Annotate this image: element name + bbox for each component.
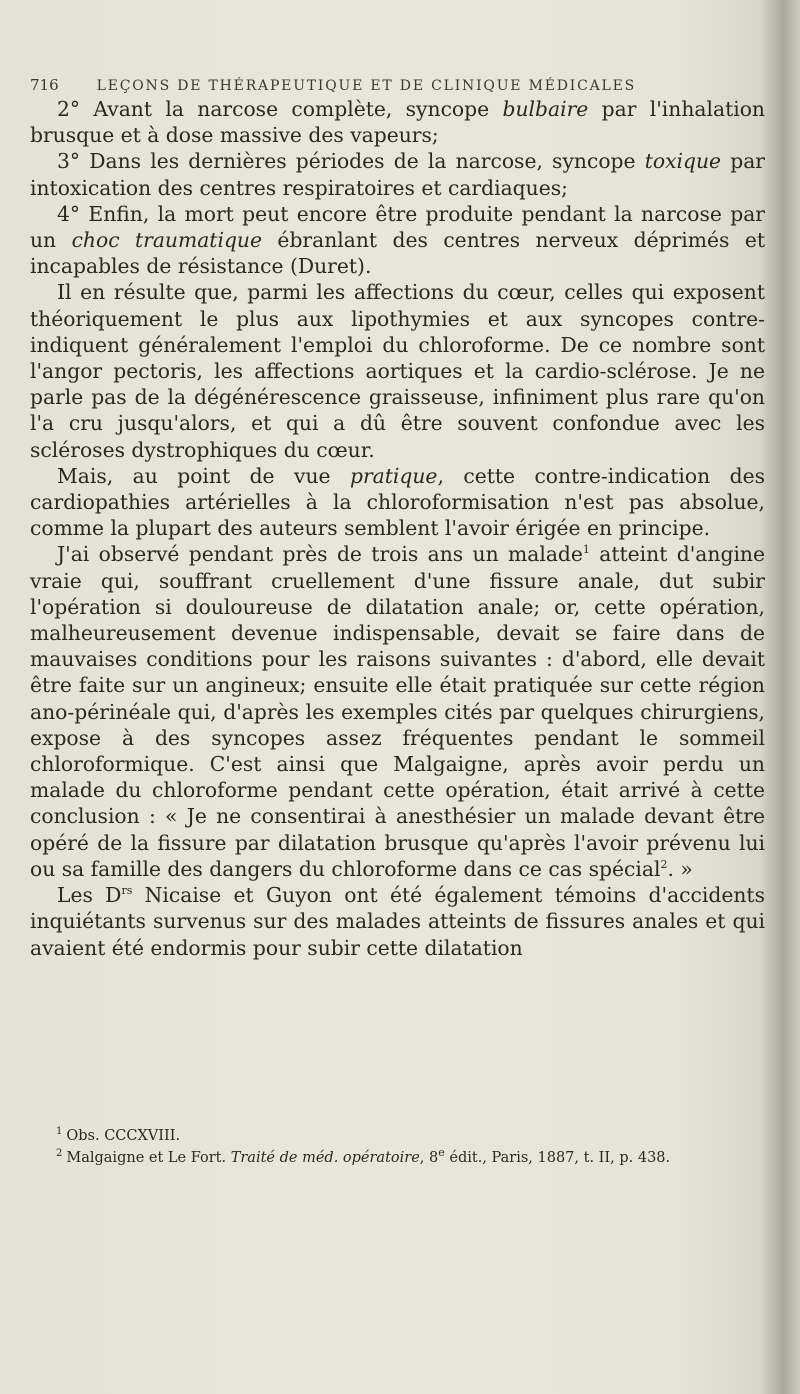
running-header [30,76,775,94]
paragraph-5: Mais, au point de vue pratique, cette contre-indication des cardiopathies artérielles à la chloroformisation n'est pas absolue, comme la plupart des auteurs semblent l'avoir érigée en principe. [30,463,765,541]
paragraph-4: Il en résulte que, parmi les affections du cœur, celles qui exposent théoriquement le plus aux lipothymies et aux syncopes contre-indiquent généralement l'emploi du chloroforme. De ce nombre sont l'angor pectoris, les affections aortiques et la cardio-sclérose. Je ne parle pas de la dégénérescence graisseuse, infiniment plus rare qu'on l'a cru jusqu'alors, et qui a dû être souvent confondue avec les scléroses dystrophiques du cœur. [30,280,765,462]
italic-term: toxique [644,149,722,174]
italic-term: pratique [349,463,438,488]
footnote-2: $^2$ Malgaigne et Le Fort. Traité de méd. opératoire, 8e édit., Paris, 1887, t. II, p. 438. [56,1146,671,1167]
italic-term: bulbaire [502,97,589,121]
footnote-1: $^1$ Obs. CCCXVIII. [56,1126,181,1144]
footnotes [30,1123,765,1168]
footnote-ref-1[interactable]: 1 [582,543,590,557]
running-title: LEÇONS DE THÉRAPEUTIQUE ET DE CLINIQUE MÉDICALES [96,78,637,94]
paragraph-2: 3° Dans les dernières périodes de la narcose, syncope toxique par intoxication des centres respiratoires et cardiaques; [30,149,766,200]
paragraph-1: 2° Avant la narcose complète, syncope bulbaire par l'inhalation brusque et à dose massive des vapeurs; [30,97,765,148]
italic-term: choc traumatique [71,228,262,253]
paragraph-6: J'ai observé pendant près de trois ans un malade$^1$ atteint d'angine vraie qui, souffrant cruellement d'une fissure anale, dut subir l'opération si douloureuse de dilatation anale; or, cette opération, malheureusement devenue indispensable, devait se faire dans de mauvaises conditions pour les raisons suivantes : d'abord, elle devait être faite sur un angineux; ensuite elle était pratiquée sur cette région ano-périnéale qui, d'après les exemples cités par quelques chirurgiens, expose à des syncopes assez fréquentes pendant le sommeil chloroformique. C'est ainsi que Malgaigne, après avoir perdu un malade du chloroforme pendant cette opération, était arrivé à cette conclusion : « Je ne consentirai à anesthésier un malade devant être opéré de la fissure par dilatation brusque qu'après l'avoir prévenu lui ou sa famille des dangers du chloroforme dans ce cas spécial$^2$. » [30,542,765,881]
page-number: 716 [30,76,59,94]
paragraph-3: 4° Enfin, la mort peut encore être produite pendant la narcose par un choc traumatique ébranlant des centres nerveux déprimés et incapables de résistance (Duret). [30,201,765,279]
body-text [30,96,765,961]
footnote-ref-2[interactable]: 2 [660,858,668,872]
paragraph-7: Les $D^{rs}$ Nicaise et Guyon ont été également témoins d'accidents inquiétants survenus sur des malades atteints de fissures anales et qui avaient été endormis pour subir cette dilatation [30,883,765,960]
